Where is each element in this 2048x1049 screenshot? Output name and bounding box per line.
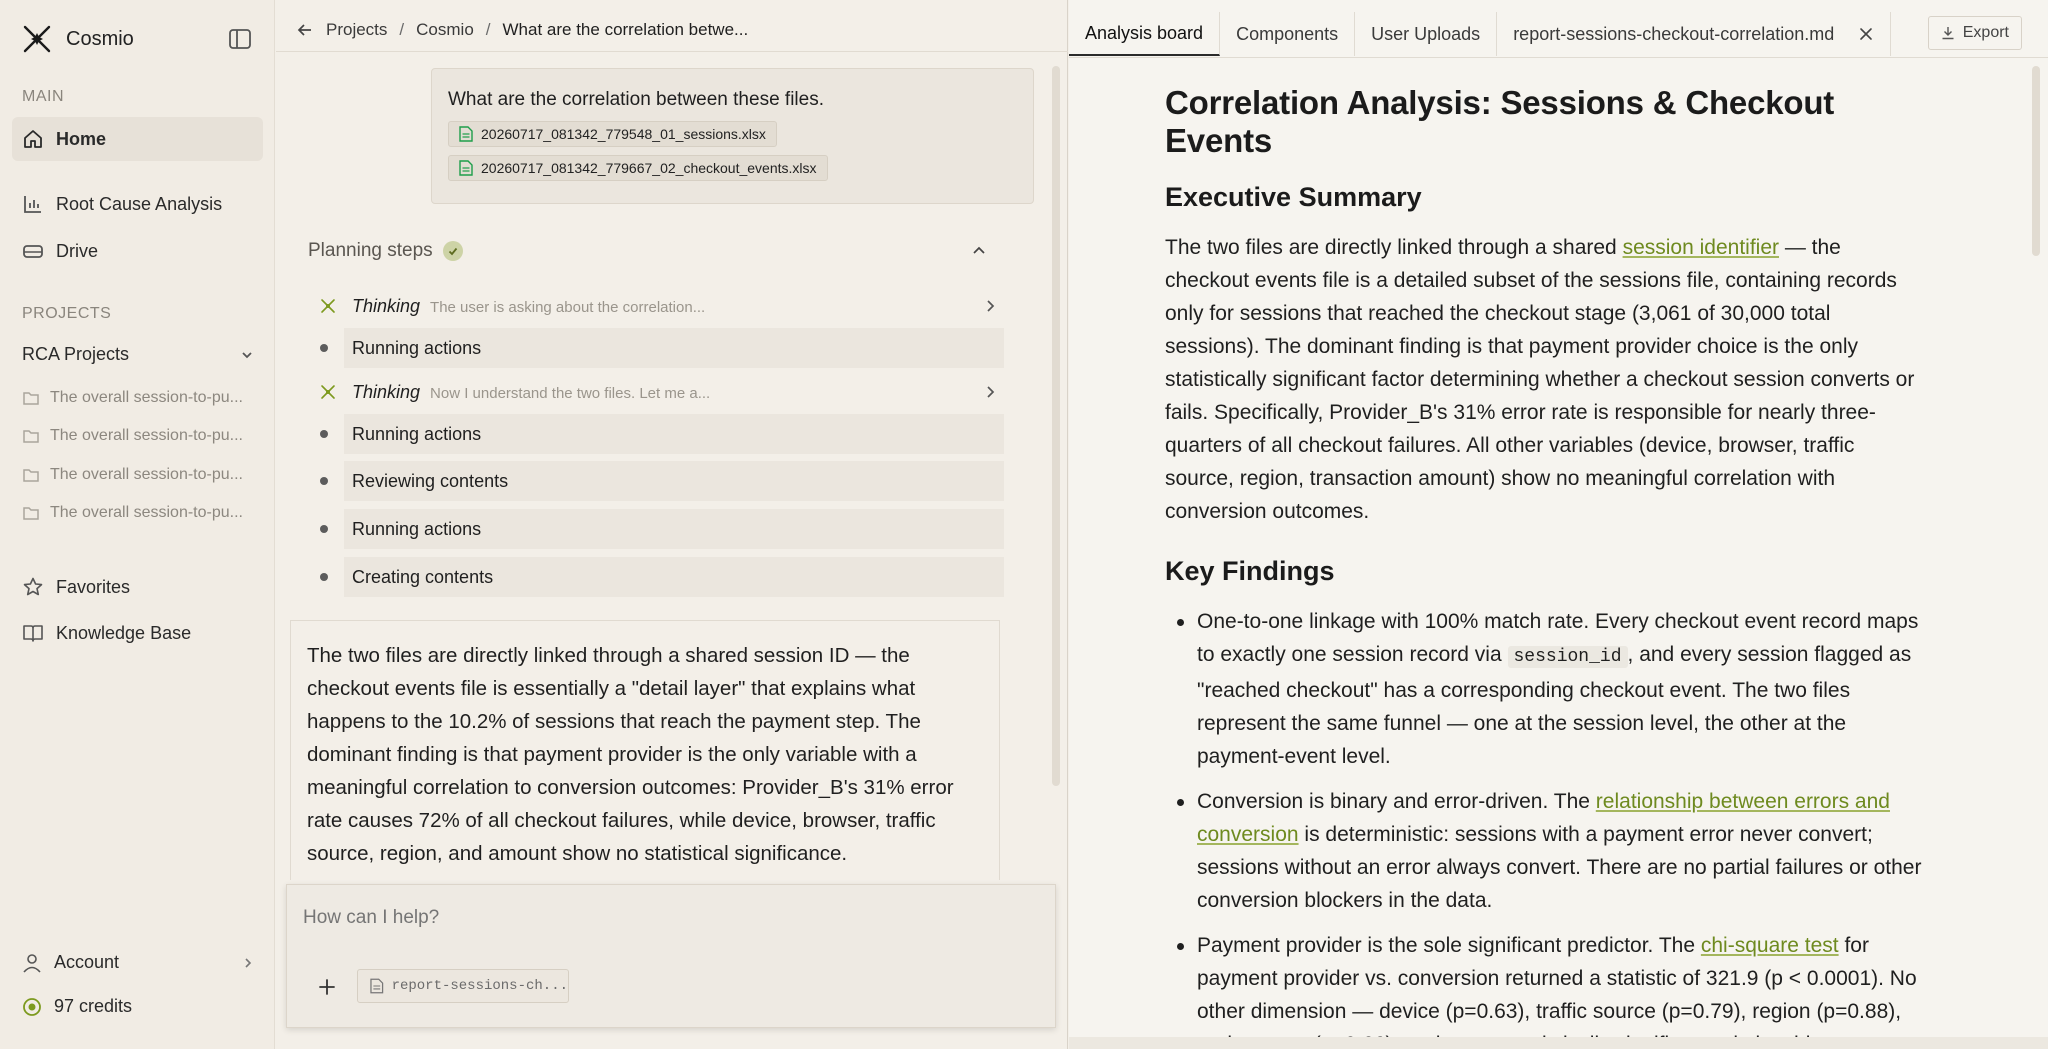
chevron-right-icon xyxy=(980,382,1000,402)
summary-paragraph xyxy=(1165,231,1925,528)
project-item[interactable] xyxy=(22,466,254,484)
sidebar-item-home[interactable] xyxy=(12,117,263,161)
step-action[interactable] xyxy=(316,557,1004,597)
book-icon xyxy=(22,622,44,644)
list-item xyxy=(1165,605,1925,773)
chevron-right-icon xyxy=(980,296,1000,316)
step-bullet xyxy=(320,573,328,581)
folder-icon xyxy=(22,504,40,522)
document-scrollbar[interactable] xyxy=(2032,66,2040,256)
text-span: One-to-one linkage with 100% match rate. Every checkout event record maps to exactly one session record via xyxy=(1197,610,1919,666)
document-panel xyxy=(1069,0,2048,1049)
add-icon[interactable] xyxy=(315,975,339,999)
projects-section-label: PROJECTS xyxy=(22,305,112,322)
export-button[interactable] xyxy=(1928,16,2022,50)
sidebar-item-drive[interactable] xyxy=(12,229,263,273)
sidebar-item-label: Root Cause Analysis xyxy=(56,193,223,214)
project-item[interactable] xyxy=(22,504,254,522)
doc-heading-findings: Key Findings xyxy=(1165,556,1335,586)
step-label: Reviewing contents xyxy=(352,470,509,491)
tab-analysis-board[interactable] xyxy=(1069,12,1220,56)
step-action[interactable] xyxy=(316,509,1004,549)
panel-tabs xyxy=(1069,12,1891,56)
step-action[interactable] xyxy=(316,461,1004,501)
link-chi-square-test[interactable]: chi-square test xyxy=(1700,934,1839,957)
list-item xyxy=(1165,785,1925,917)
project-item-label: The overall session-to-pu... xyxy=(50,504,243,521)
account-label: Account xyxy=(54,952,120,972)
step-bullet xyxy=(320,430,328,438)
step-bullet xyxy=(320,477,328,485)
doc-title: Correlation Analysis: Sessions & Checkout Events xyxy=(1165,84,1835,159)
bar-chart-icon xyxy=(22,193,44,215)
findings-list xyxy=(1165,605,1925,1049)
step-bullet xyxy=(320,344,328,352)
credits-label: 97 credits xyxy=(54,996,133,1016)
main-section-label: MAIN xyxy=(22,88,64,105)
file-chip-checkout-events[interactable] xyxy=(448,155,828,181)
file-chip-label: 20260717_081342_779548_01_sessions.xlsx xyxy=(481,126,766,142)
step-thinking[interactable] xyxy=(316,286,1004,326)
tab-report-file[interactable] xyxy=(1497,12,1891,56)
breadcrumb-cosmio[interactable]: Cosmio xyxy=(416,20,474,39)
step-label: Running actions xyxy=(352,423,482,444)
breadcrumb-current: What are the correlation betwe... xyxy=(502,20,749,39)
tab-label: Components xyxy=(1236,23,1339,44)
account-menu[interactable] xyxy=(22,952,254,973)
sidebar-item-label: Home xyxy=(56,128,107,149)
divider xyxy=(276,51,1068,52)
star-icon xyxy=(22,576,44,598)
chevron-right-icon xyxy=(242,956,254,970)
close-icon[interactable] xyxy=(1858,26,1874,42)
composer xyxy=(286,884,1056,1028)
link-session-identifier[interactable]: session identifier xyxy=(1622,236,1779,259)
spreadsheet-icon xyxy=(459,160,473,176)
chevron-up-icon[interactable] xyxy=(970,242,988,260)
step-preview: The user is asking about the correlation... xyxy=(430,298,706,316)
composer-input[interactable] xyxy=(303,907,1003,929)
bottom-bar xyxy=(1069,1037,2048,1049)
file-chip-label: 20260717_081342_779667_02_checkout_events.xlsx xyxy=(481,160,817,176)
project-item[interactable] xyxy=(22,427,254,445)
document-icon xyxy=(370,978,384,994)
chevron-down-icon xyxy=(240,348,254,362)
check-icon xyxy=(443,241,463,261)
step-label: Running actions xyxy=(352,337,482,358)
export-label: Export xyxy=(1962,24,2009,41)
sidebar-item-label: Knowledge Base xyxy=(56,622,192,643)
sidebar-item-favorites[interactable] xyxy=(12,565,263,609)
breadcrumb xyxy=(296,20,748,40)
tab-label: report-sessions-checkout-correlation.md xyxy=(1513,23,1835,44)
text-span: for payment provider vs. conversion returned a statistic of 321.9 (p < 0.0001). No other dimension — device (p=0.63), traffic source (p=0.79), region (p=0.88), xyxy=(1197,934,1917,1023)
project-item[interactable] xyxy=(22,389,254,407)
chat-panel xyxy=(276,0,1068,1049)
project-item-label: The overall session-to-pu... xyxy=(50,389,243,406)
step-thinking[interactable] xyxy=(316,372,1004,412)
sidebar-toggle-icon[interactable] xyxy=(228,28,252,50)
folder-icon xyxy=(22,427,40,445)
project-item-label: The overall session-to-pu... xyxy=(50,427,243,444)
brand[interactable] xyxy=(22,24,134,54)
link-errors-conversion[interactable]: relationship between errors and conversion xyxy=(1197,790,1890,846)
text-span: The two files are directly linked through a shared xyxy=(1165,236,1623,259)
spreadsheet-icon xyxy=(459,126,473,142)
credits-display xyxy=(22,996,132,1017)
breadcrumb-separator: / xyxy=(399,20,405,39)
tab-components[interactable] xyxy=(1220,12,1355,56)
text-span: , and every session flagged as "reached checkout" has a corresponding checkout event. The two files represent the same funnel — one at the session level, the other at the payment-event level. xyxy=(1197,643,1912,768)
divider xyxy=(1069,57,2048,58)
text-span: Payment provider is the sole significant predictor. The xyxy=(1197,934,1701,957)
sidebar-item-label: Drive xyxy=(56,240,99,261)
step-label: Running actions xyxy=(352,518,482,539)
tab-label: User Uploads xyxy=(1371,23,1481,44)
user-query-text: What are the correlation between these files. xyxy=(448,89,824,110)
drive-icon xyxy=(22,240,44,262)
credits-icon xyxy=(22,997,42,1017)
tab-user-uploads[interactable] xyxy=(1355,12,1497,56)
folder-icon xyxy=(22,466,40,484)
step-label: Creating contents xyxy=(352,566,494,587)
sidebar-item-knowledge-base[interactable] xyxy=(12,611,263,655)
step-preview: Now I understand the two files. Let me a... xyxy=(430,384,711,402)
step-action[interactable] xyxy=(316,328,1004,368)
home-icon xyxy=(22,128,44,150)
text-span: is deterministic: sessions with a payment error never convert; sessions without an error always convert. There are no partial failures or other conversion blockers in the data. xyxy=(1197,823,1922,912)
step-bullet xyxy=(320,525,328,533)
project-group-rca[interactable] xyxy=(22,344,254,365)
folder-icon xyxy=(22,389,40,407)
attachment-label: report-sessions-ch... xyxy=(391,978,568,994)
sidebar-item-label: Favorites xyxy=(56,576,131,597)
step-action[interactable] xyxy=(316,414,1004,454)
planning-steps-header[interactable] xyxy=(308,240,988,262)
assistant-answer-text: The two files are directly linked through a shared session ID — the checkout events file is essentially a "detail layer" that explains what happens to the 10.2% of sessions that reach the payment step. The dominant finding is that payment provider is the only variable with a meaningful correlation to conversion outcomes: Provider_B's 31% error rate causes 72% of all checkout failures, while device, browser, traffic source, region, and amount show no statistical significance. xyxy=(307,644,954,865)
tab-label: Analysis board xyxy=(1085,22,1204,43)
attachment-chip[interactable] xyxy=(357,969,569,1003)
planning-steps-title: Planning steps xyxy=(308,240,433,261)
download-icon xyxy=(1941,26,1955,40)
sidebar-item-root-cause-analysis[interactable] xyxy=(12,182,263,226)
list-item xyxy=(1165,929,1925,1049)
user-query-card xyxy=(431,68,1034,204)
inline-code: session_id xyxy=(1508,646,1628,668)
breadcrumb-separator: / xyxy=(485,20,491,39)
assistant-answer xyxy=(290,620,1000,880)
thinking-spark-icon xyxy=(320,384,336,400)
app-name: Cosmio xyxy=(66,27,134,50)
project-item-label: The overall session-to-pu... xyxy=(50,466,243,483)
back-arrow-icon[interactable] xyxy=(296,21,314,39)
user-icon xyxy=(22,953,42,973)
text-span: Conversion is binary and error-driven. The xyxy=(1197,790,1596,813)
sidebar xyxy=(0,0,275,1049)
project-group-label: RCA Projects xyxy=(22,344,130,364)
step-label: Thinking xyxy=(352,295,421,316)
report-document xyxy=(1165,84,1925,1049)
thinking-spark-icon xyxy=(320,298,336,314)
text-span: — the checkout events file is a detailed subset of the sessions file, containing records only for sessions that reached the checkout stage (3,061 of 30,000 total sessions). The dominant finding is that payment provider choice is the only statistically significant factor determining whether a checkout session converts or fails. Specifically, Provider_B's 31% error rate is responsible for nearly three-quarters of all checkout failures. All other variables (device, browser, traffic source, region, transaction amount) show no meaningful correlation with conversion outcomes. xyxy=(1165,236,1915,523)
step-label: Thinking xyxy=(352,381,421,402)
breadcrumb-projects[interactable]: Projects xyxy=(326,20,388,39)
cosmio-logo-icon xyxy=(22,24,52,54)
file-chip-sessions[interactable] xyxy=(448,121,777,147)
chat-scrollbar[interactable] xyxy=(1052,66,1060,786)
doc-heading-summary: Executive Summary xyxy=(1165,182,1422,212)
